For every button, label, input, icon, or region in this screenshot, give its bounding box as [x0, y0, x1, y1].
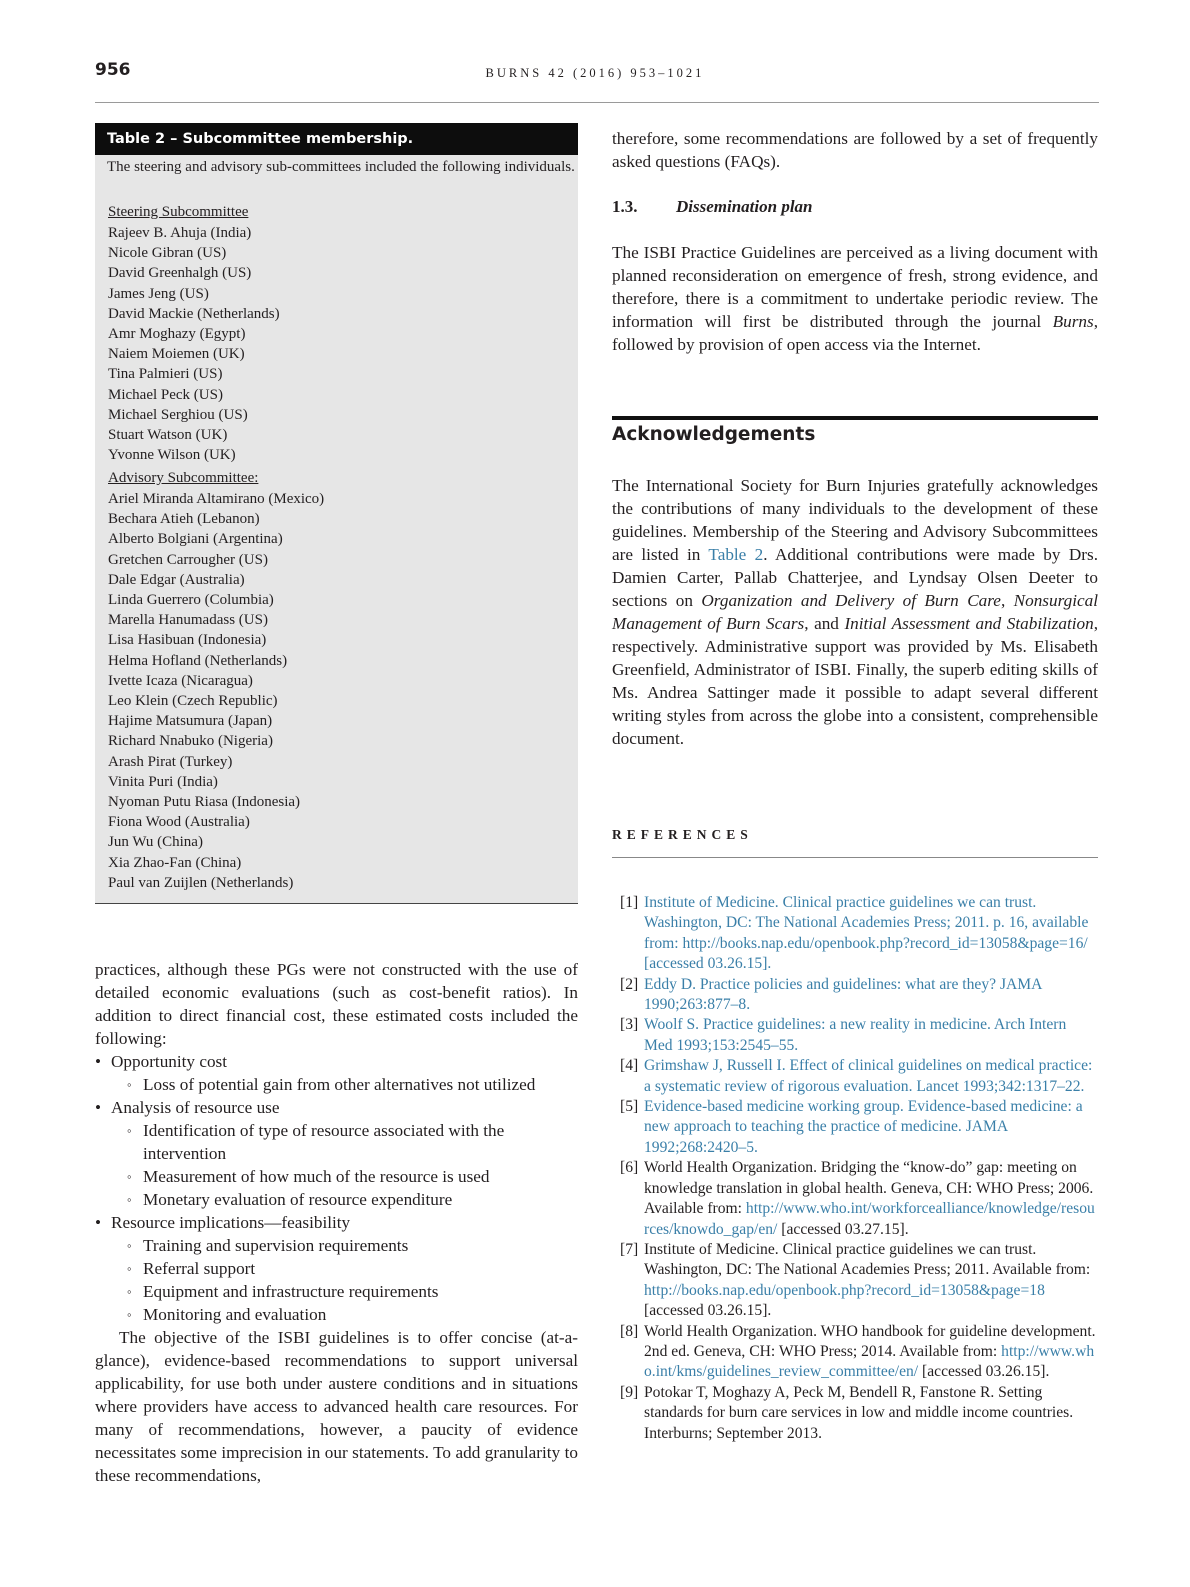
reference-number: [6]	[620, 1159, 639, 1177]
advisory-member: Helma Hofland (Netherlands)	[108, 652, 288, 669]
advisory-member: Alberto Bolgiani (Argentina)	[108, 531, 283, 548]
steering-member: David Mackie (Netherlands)	[108, 305, 280, 322]
reference-accessed: [accessed 03.27.15].	[777, 1220, 909, 1238]
reference-number: [8]	[620, 1322, 639, 1340]
advisory-member: Ivette Icaza (Nicaragua)	[108, 672, 253, 689]
cost-subitem: ◦ Monetary evaluation of resource expenditure	[127, 1188, 578, 1211]
steering-member: Tina Palmieri (US)	[108, 366, 223, 383]
reference-link[interactable]: Institute of Medicine. Clinical practice guidelines we can trust. Washington, DC: The National Academies Press; 2011. p. 16, available from: http://books.nap.edu/openbook.php?record_id=13058&page=16/ [accessed 03.26.15].	[644, 894, 1089, 973]
paragraph-objective: The objective of the ISBI guidelines is to offer concise (at-a-glance), evidence-based recommendations to support universal applicability, for use both under austere conditions and in situations where providers have access to advanced health care resources. For many of recommendations, however, a paucity of evidence necessitates some imprecision in our statements. To add granularity to these recommendations,	[95, 1328, 578, 1485]
cost-subitem: ◦ Training and supervision requirements	[127, 1234, 578, 1257]
paragraph-continuation: therefore, some recommendations are followed by a set of frequently asked questions (FAQs).	[612, 129, 1098, 171]
steering-member: Rajeev B. Ahuja (India)	[108, 225, 252, 241]
advisory-member: Marella Hanumadass (US)	[108, 612, 268, 629]
advisory-member: Xia Zhao-Fan (China)	[108, 854, 242, 871]
reference-url[interactable]: http://www.who.int/workforcealliance/knowledge/resources/knowdo_gap/en/	[644, 1200, 1095, 1238]
paragraph-acknowledgements	[612, 474, 1098, 750]
subcommittee-table	[95, 123, 578, 904]
advisory-member: Jun Wu (China)	[108, 834, 203, 851]
reference-text: Institute of Medicine. Clinical practice guidelines we can trust. Washington, DC: The National Academies Press; 2011. Available from:	[644, 1240, 1091, 1279]
header-rule	[95, 102, 1099, 103]
cost-subitems	[111, 1119, 578, 1211]
table-title: Table 2 – Subcommittee membership.	[95, 123, 578, 155]
cost-item-label: Resource implications—feasibility	[111, 1213, 351, 1232]
section-number: 1.3.	[612, 197, 638, 216]
cost-list	[95, 1050, 578, 1326]
acknowledgements-heading: Acknowledgements	[612, 424, 816, 445]
reference-text: World Health Organization. WHO handbook for guideline development. 2nd ed. Geneva, CH: WHO Press; 2014. Available from:	[644, 1322, 1096, 1360]
paragraph-dissemination	[612, 241, 1098, 356]
advisory-member: Ariel Miranda Altamirano (Mexico)	[108, 491, 325, 507]
running-head: BURNS 42 (2016) 953–1021	[485, 66, 705, 80]
advisory-member: Lisa Hasibuan (Indonesia)	[108, 632, 267, 649]
left-column-text	[95, 958, 578, 1487]
references-rule	[612, 857, 1098, 858]
cost-item	[95, 1211, 578, 1326]
cost-subitem: ◦ Measurement of how much of the resource is used	[127, 1165, 578, 1188]
ack-text-b: . Additional contributions were made by Drs. Damien Carter, Pallab Chatterjee, and Lyndsay Olsen Deeter to sections on	[612, 545, 1098, 610]
advisory-member: Dale Edgar (Australia)	[108, 571, 245, 588]
steering-member: David Greenhalgh (US)	[108, 265, 252, 282]
steering-member: Michael Peck (US)	[108, 386, 223, 403]
cost-item-label: Analysis of resource use	[111, 1098, 280, 1117]
reference-link[interactable]: Evidence-based medicine working group. Evidence-based medicine: a new approach to teaching the practice of medicine. JAMA 1992;268:2420–5.	[644, 1098, 1083, 1156]
cost-subitems	[111, 1234, 578, 1326]
journal-name: Burns	[1052, 312, 1094, 331]
steering-member: Stuart Watson (UK)	[108, 427, 228, 444]
references-heading: REFERENCES	[612, 827, 753, 842]
steering-member: Naiem Moiemen (UK)	[108, 346, 245, 363]
cost-item-label: Opportunity cost	[111, 1052, 228, 1071]
steering-heading: Steering Subcommittee	[108, 204, 249, 220]
reference-accessed: [accessed 03.26.15].	[644, 1302, 772, 1320]
dissemination-text-b: , followed by provision of open access via the Internet.	[612, 312, 1098, 354]
reference-accessed: [accessed 03.26.15].	[918, 1363, 1050, 1381]
advisory-heading: Advisory Subcommittee:	[108, 470, 259, 486]
reference-text: World Health Organization. Bridging the “know-do” gap: meeting on knowledge translation in global health. Geneva, CH: WHO Press; 2006. Available from:	[644, 1159, 1094, 1218]
reference-item	[612, 1158, 1098, 1240]
ack-separator-2: , and	[804, 614, 845, 633]
cost-subitems	[111, 1073, 578, 1096]
advisory-member: Bechara Atieh (Lebanon)	[108, 511, 260, 528]
reference-number: [4]	[620, 1057, 639, 1075]
steering-member: Amr Moghazy (Egypt)	[108, 326, 246, 343]
advisory-member: Vinita Puri (India)	[108, 773, 218, 790]
paragraph-intro: practices, although these PGs were not constructed with the use of detailed economic evaluations (such as cost-benefit ratios). In addition to direct financial cost, these estimated costs included the following:	[95, 960, 578, 1048]
ack-text-a: The International Society for Burn Injuries gratefully acknowledges the contributions of many individuals to the development of these guidelines. Membership of the Steering and Advisory Subcommittees are listed in	[612, 476, 1098, 564]
steering-member: Yvonne Wilson (UK)	[108, 447, 236, 464]
cost-subitem: ◦ Identification of type of resource associated with the intervention	[127, 1119, 578, 1165]
cost-subitem: ◦ Monitoring and evaluation	[127, 1303, 578, 1326]
reference-item	[612, 1015, 1098, 1056]
steering-member: Michael Serghiou (US)	[108, 406, 248, 423]
section-heading-dissemination	[612, 197, 813, 217]
advisory-member: Richard Nnabuko (Nigeria)	[108, 733, 273, 750]
steering-member: Nicole Gibran (US)	[108, 245, 227, 262]
acknowledgements-rule	[612, 416, 1098, 420]
dissemination-text-a: The ISBI Practice Guidelines are perceived as a living document with planned reconsideration on emergence of fresh, strong evidence, and therefore, there is a commitment to undertake periodic review. The information will first be distributed through the journal	[612, 243, 1098, 331]
reference-number: [3]	[620, 1016, 639, 1034]
advisory-members	[108, 489, 324, 893]
reference-number: [2]	[620, 975, 639, 993]
advisory-member: Arash Pirat (Turkey)	[108, 753, 233, 770]
reference-number: [9]	[620, 1383, 639, 1401]
advisory-member: Gretchen Carrougher (US)	[108, 551, 268, 568]
ack-separator-1: ,	[1000, 591, 1014, 610]
reference-link[interactable]: Eddy D. Practice policies and guidelines: what are they? JAMA 1990;263:877–8.	[644, 975, 1042, 1014]
advisory-member: Fiona Wood (Australia)	[108, 814, 250, 831]
steering-member: James Jeng (US)	[108, 285, 209, 302]
advisory-member: Leo Klein (Czech Republic)	[108, 693, 278, 710]
reference-number: [7]	[620, 1240, 639, 1258]
advisory-member: Linda Guerrero (Columbia)	[108, 592, 274, 609]
reference-item	[612, 1056, 1098, 1097]
reference-link[interactable]: Woolf S. Practice guidelines: a new reality in medicine. Arch Intern Med 1993;153:2545–55.	[644, 1016, 1067, 1054]
reference-item	[612, 975, 1098, 1016]
advisory-member: Hajime Matsumura (Japan)	[108, 713, 273, 730]
table-2-link[interactable]: Table 2	[708, 545, 764, 564]
cost-item	[95, 1096, 578, 1211]
reference-list	[612, 893, 1098, 1444]
cost-item	[95, 1050, 578, 1096]
advisory-member: Paul van Zuijlen (Netherlands)	[108, 874, 294, 891]
reference-item	[612, 1383, 1098, 1444]
reference-number: [5]	[620, 1098, 639, 1116]
ack-section-2: Nonsurgical Management of Burn Scars	[612, 591, 1099, 633]
advisory-member: Nyoman Putu Riasa (Indonesia)	[108, 794, 301, 811]
page-number: 956	[95, 60, 131, 80]
steering-members	[108, 223, 280, 465]
reference-item	[612, 1322, 1098, 1383]
reference-link[interactable]: Grimshaw J, Russell I. Effect of clinical guidelines on medical practice: a systematic review of rigorous evaluation. Lancet 1993;342:1317–22.	[644, 1057, 1093, 1095]
section-title: Dissemination plan	[676, 197, 813, 216]
reference-item	[612, 1097, 1098, 1158]
table-caption: The steering and advisory sub-committees included the following individuals.	[107, 159, 575, 175]
reference-text: Potokar T, Moghazy A, Peck M, Bendell R, Fanstone R. Setting standards for burn care services in low and middle income countries. Interburns; September 2013.	[644, 1383, 1074, 1442]
ack-text-c: , respectively. Administrative support was provided by Ms. Elisabeth Greenfield, Administrator of ISBI. Finally, the superb editing skills of Ms. Andrea Sattinger made it possible to adapt several different writing styles from across the globe into a consistent, comprehensible document.	[612, 614, 1098, 748]
cost-subitem: ◦ Loss of potential gain from other alternatives not utilized	[127, 1073, 578, 1096]
reference-item	[612, 893, 1098, 975]
reference-number: [1]	[620, 894, 639, 911]
reference-item	[612, 1240, 1098, 1322]
reference-url[interactable]: http://www.who.int/kms/guidelines_review_committee/en/	[644, 1342, 1095, 1381]
cost-subitem: ◦ Referral support	[127, 1257, 578, 1280]
ack-section-3: Initial Assessment and Stabilization	[844, 614, 1094, 633]
reference-url[interactable]: http://books.nap.edu/openbook.php?record_id=13058&page=18	[644, 1281, 1045, 1299]
ack-section-1: Organization and Delivery of Burn Care	[701, 591, 1001, 610]
cost-subitem: ◦ Equipment and infrastructure requirements	[127, 1280, 578, 1303]
